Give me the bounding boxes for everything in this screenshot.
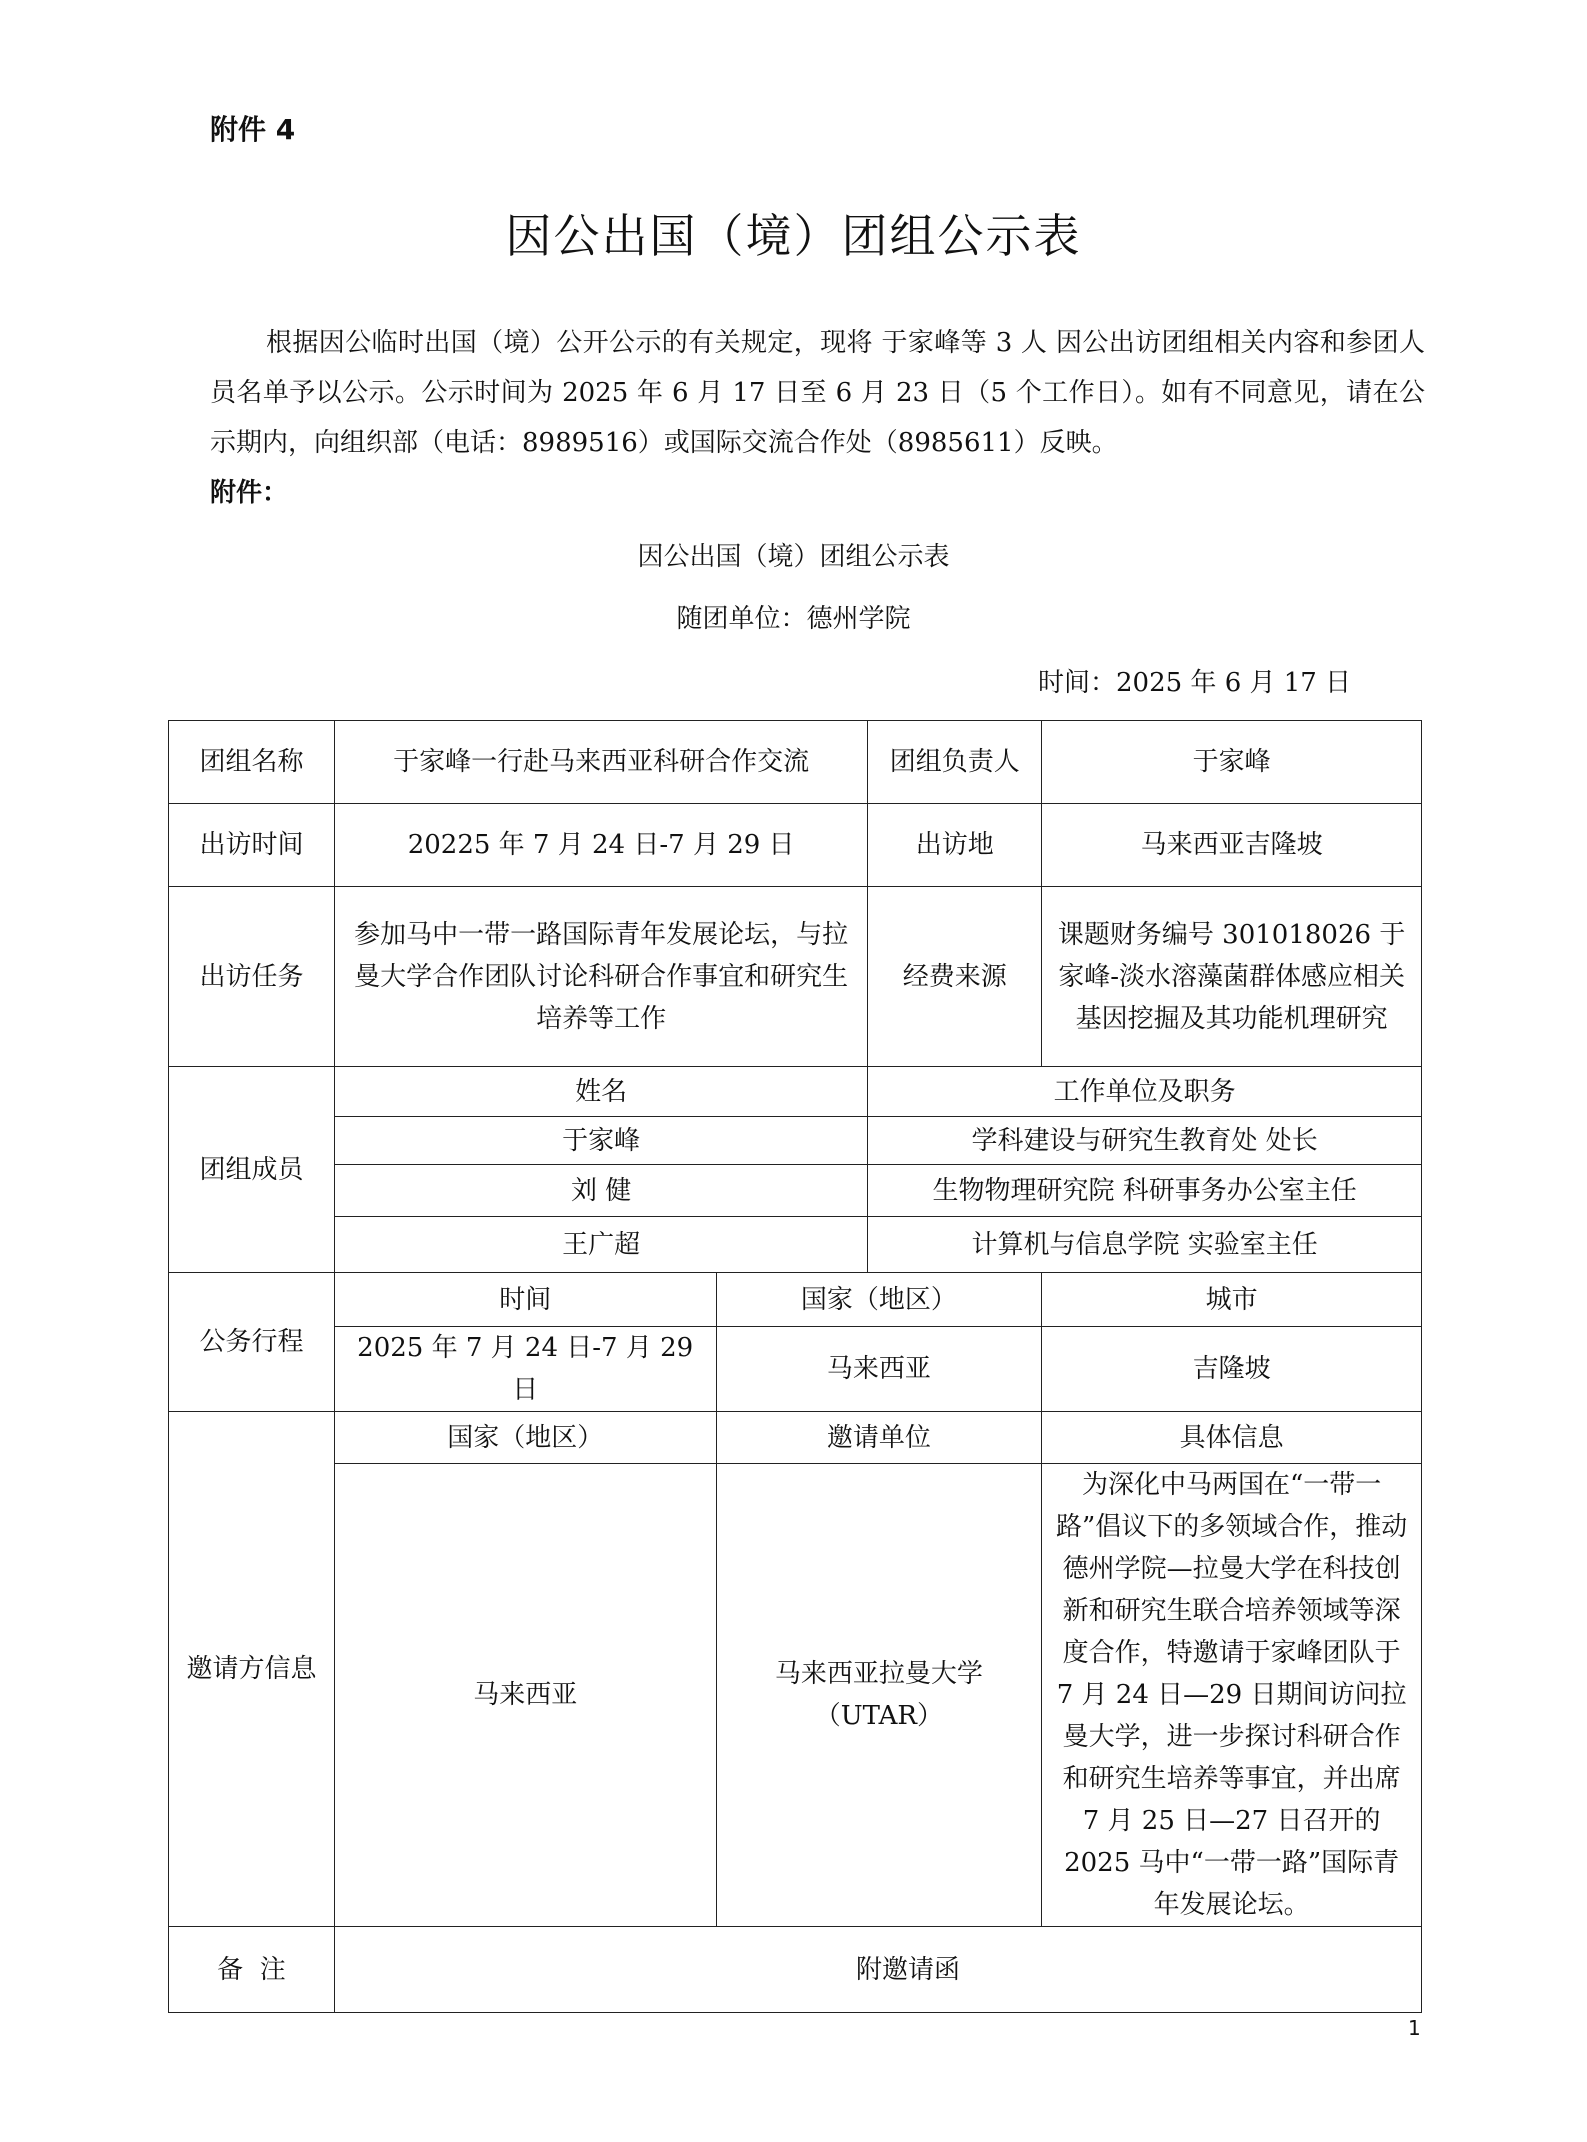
destination-value: 马来西亚吉隆坡 bbox=[1042, 804, 1422, 887]
itinerary-header-time: 时间 bbox=[334, 1273, 716, 1327]
inviter-header-details: 具体信息 bbox=[1042, 1412, 1422, 1464]
attachment-label: 附件 4 bbox=[210, 113, 296, 146]
page-title: 因公出国（境）团组公示表 bbox=[505, 209, 1082, 263]
table-row bbox=[169, 1464, 1422, 1927]
inviter-unit bbox=[716, 1464, 1042, 1927]
form-title: 因公出国（境）团组公示表 bbox=[637, 542, 950, 572]
itinerary-time: 2025 年 7 月 24 日-7 月 29 日 bbox=[334, 1327, 716, 1412]
funding-value: 课题财务编号 301018026 于家峰-淡水溶藻菌群体感应相关基因挖掘及其功能机理研究 bbox=[1042, 887, 1422, 1067]
intro-paragraph: 根据因公临时出国（境）公开公示的有关规定，现将 于家峰等 3 人 因公出访团组相关内容和参团人员名单予以公示。公示时间为 2025 年 6 月 17 日至 6 月 23 日（5 个工作日）。如有不同意见，请在公示期内，向组织部（电话：8989516）或国际交流合作处（8985611）反映。 bbox=[210, 328, 1425, 458]
inviter-label: 邀请方信息 bbox=[169, 1412, 335, 1927]
members-header-position: 工作单位及职务 bbox=[868, 1067, 1422, 1117]
attachment-heading: 附件： bbox=[210, 478, 289, 508]
funding-label: 经费来源 bbox=[868, 887, 1042, 1067]
page-number: 1 bbox=[1408, 2016, 1421, 2040]
table-row bbox=[169, 1217, 1422, 1273]
visit-time-value: 20225 年 7 月 24 日-7 月 29 日 bbox=[334, 804, 867, 887]
inviter-header-unit: 邀请单位 bbox=[716, 1412, 1042, 1464]
form-date: 时间：2025 年 6 月 17 日 bbox=[1038, 668, 1352, 698]
itinerary-country: 马来西亚 bbox=[716, 1327, 1042, 1412]
group-name-value: 于家峰一行赴马来西亚科研合作交流 bbox=[334, 721, 867, 804]
member-position: 计算机与信息学院 实验室主任 bbox=[868, 1217, 1422, 1273]
task-value: 参加马中一带一路国际青年发展论坛，与拉曼大学合作团队讨论科研合作事宜和研究生培养等工作 bbox=[334, 887, 867, 1067]
table-row bbox=[169, 1412, 1422, 1464]
task-label: 出访任务 bbox=[169, 887, 335, 1067]
inviter-details: 为深化中马两国在“一带一路”倡议下的多领域合作，推动德州学院—拉曼大学在科技创新和研究生联合培养领域等深度合作，特邀请于家峰团队于 7 月 24 日—29 日期间访问拉曼大学，进一步探讨科研合作和研究生培养等事宜，并出席 7 月 25 日—27 日召开的 2025 马中“一带一路”国际青年发展论坛。 bbox=[1042, 1464, 1422, 1927]
table-row bbox=[169, 1927, 1422, 2013]
inviter-unit-abbr: （UTAR） bbox=[814, 1701, 943, 1731]
leader-value: 于家峰 bbox=[1042, 721, 1422, 804]
table-row bbox=[169, 721, 1422, 804]
member-name: 王广超 bbox=[334, 1217, 867, 1273]
itinerary-label: 公务行程 bbox=[169, 1273, 335, 1412]
table-row bbox=[169, 1273, 1422, 1327]
form-unit: 随团单位：德州学院 bbox=[676, 604, 911, 634]
table-row bbox=[169, 1165, 1422, 1217]
publicity-table bbox=[168, 720, 1422, 2013]
remarks-label: 备 注 bbox=[169, 1927, 335, 2013]
table-row bbox=[169, 887, 1422, 1067]
destination-label: 出访地 bbox=[868, 804, 1042, 887]
leader-label: 团组负责人 bbox=[868, 721, 1042, 804]
members-header-name: 姓名 bbox=[334, 1067, 867, 1117]
inviter-unit-name: 马来西亚拉曼大学 bbox=[774, 1659, 983, 1689]
inviter-country: 马来西亚 bbox=[334, 1464, 716, 1927]
inviter-header-country: 国家（地区） bbox=[334, 1412, 716, 1464]
member-position: 生物物理研究院 科研事务办公室主任 bbox=[868, 1165, 1422, 1217]
table-row bbox=[169, 1067, 1422, 1117]
group-name-label: 团组名称 bbox=[169, 721, 335, 804]
table-row bbox=[169, 804, 1422, 887]
members-label: 团组成员 bbox=[169, 1067, 335, 1273]
remarks-value: 附邀请函 bbox=[334, 1927, 1421, 2013]
table-row bbox=[169, 1327, 1422, 1412]
member-name: 刘 健 bbox=[334, 1165, 867, 1217]
member-position: 学科建设与研究生教育处 处长 bbox=[868, 1117, 1422, 1165]
itinerary-city: 吉隆坡 bbox=[1042, 1327, 1422, 1412]
member-name: 于家峰 bbox=[334, 1117, 867, 1165]
table-row bbox=[169, 1117, 1422, 1165]
itinerary-header-city: 城市 bbox=[1042, 1273, 1422, 1327]
visit-time-label: 出访时间 bbox=[169, 804, 335, 887]
itinerary-header-country: 国家（地区） bbox=[716, 1273, 1042, 1327]
